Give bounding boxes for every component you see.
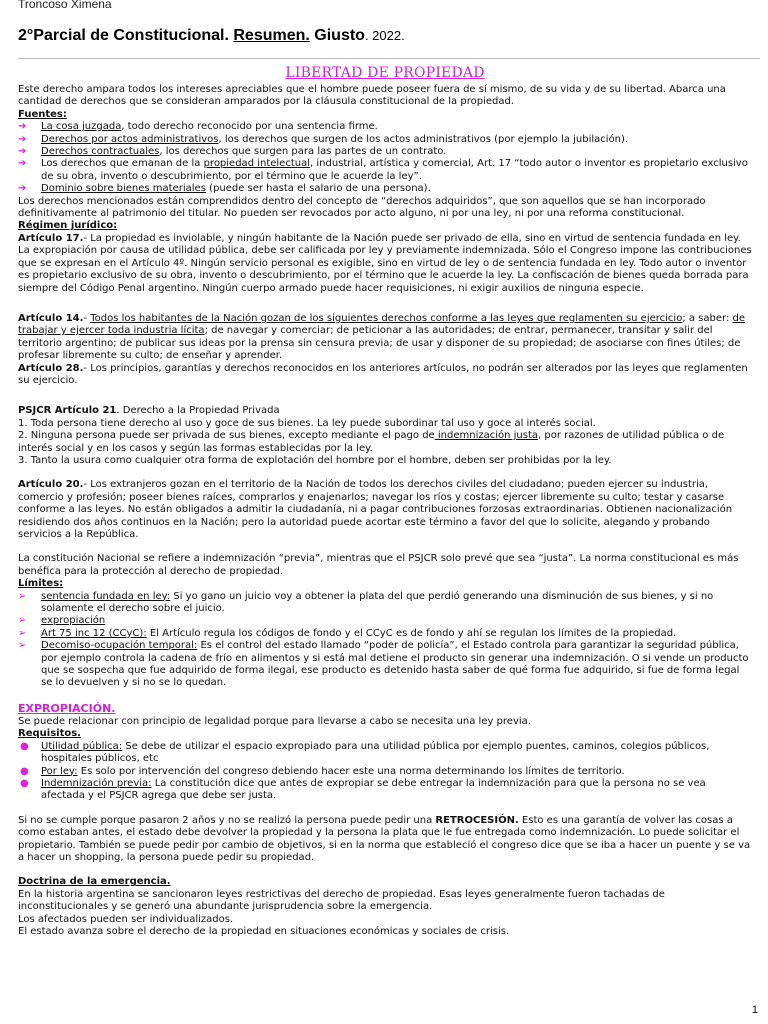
article-label: Artículo 14. xyxy=(18,312,84,324)
list-item xyxy=(18,628,752,640)
articulo-17 xyxy=(18,233,752,295)
psjcr-item-3: 3. Tanto la usura como cualquier otra forma de explotación del hombre por el hombre, deben ser prohibidas por la ley. xyxy=(18,454,612,466)
arrow-icon: ➔ xyxy=(18,183,27,195)
bullet-icon: ● xyxy=(20,765,29,777)
page-number: 1 xyxy=(751,1004,758,1016)
arrow-icon: ➔ xyxy=(18,158,27,170)
author-name: Troncoso Ximena xyxy=(18,0,112,11)
article-text: ; a saber: xyxy=(682,312,733,324)
limites-heading: Límites: xyxy=(18,578,64,590)
fuentes-list xyxy=(18,121,752,195)
psjcr-text: , por razones de utilidad pública o de interés social y en los casos y según las formas establecidas por la ley. xyxy=(18,430,725,454)
list-item xyxy=(18,134,752,146)
title-part-3: Giusto xyxy=(314,27,365,44)
limite-text: Es el control del estado llamado “poder de policía”, el Estado controla para garantizar la seguridad pública, por ejemplo controla la cadena de frío en alimentos y si está mal detiene el producto sin generar una indemnización. O si vende un producto que se sospecha que fue adquirido de forma ilegal, ese producto es detenido hasta saber de qué forma fue adquirido, si fue de forma legal se lo devuelven y si no se lo quedan. xyxy=(41,640,749,689)
limite-text: El Artículo regula los códigos de fondo y el CCyC es de fondo y ahí se regulan los límites de la propiedad. xyxy=(146,627,677,639)
psjcr-label: PSJCR Artículo 21 xyxy=(18,405,117,417)
fuente-term: Derechos contractuales xyxy=(41,146,160,158)
title-part-2: Resumen. xyxy=(233,27,310,44)
document-body xyxy=(18,64,752,938)
arrow-icon: ➔ xyxy=(18,146,27,158)
articulo-28 xyxy=(18,363,752,388)
header-divider xyxy=(18,58,760,59)
fuente-text: , los derechos que surgen para las partes de un contrato. xyxy=(159,146,447,158)
limite-text: Si yo gano un juicio voy a obtener la plata del que perdió generando una disminución de sus bienes, y si no solamente el derecho sobre el juicio. xyxy=(41,590,714,615)
list-item xyxy=(18,615,752,627)
derechos-adquiridos-paragraph: Los derechos mencionados están comprendidos dentro del concepto de “derechos adquiridos”, que son aquellos que se han incorporado definitivamente al patrimonio del titular. No pueden ser revocados por acto alguno, ni por una ley, ni por una reforma constitucional. xyxy=(18,195,706,220)
limites-list xyxy=(18,591,752,690)
list-item xyxy=(18,183,752,195)
fuente-term: Dominio sobre bienes materiales xyxy=(41,183,206,195)
article-label: Artículo 17. xyxy=(18,232,84,244)
requisito-text: Se debe de utilizar el espacio expropiado para una utilidad pública por ejemplo puentes, caminos, colegios públicos, hospitales públicos, etc xyxy=(41,740,710,765)
limite-term: sentencia fundada en ley: xyxy=(41,590,171,602)
retro-text: Si no se cumple porque pasaron 2 años y no se realizó la persona puede pedir una xyxy=(18,814,436,826)
document-title xyxy=(18,27,405,45)
list-item xyxy=(18,778,752,803)
psjcr-text: 2. Ninguna persona puede ser privada de sus bienes, excepto mediante el pago de xyxy=(18,430,435,442)
article-underlined: de trabajar y ejercer toda industria lícita xyxy=(18,312,746,337)
triangle-arrow-icon: ➢ xyxy=(18,640,27,652)
fuente-term: Derechos por actos administrativos xyxy=(41,133,219,145)
triangle-arrow-icon: ➢ xyxy=(18,627,27,639)
triangle-arrow-icon: ➢ xyxy=(18,590,27,602)
title-part-1: 2°Parcial de Constitucional. xyxy=(18,27,229,44)
arrow-icon: ➔ xyxy=(18,133,27,145)
article-label: Artículo 20. xyxy=(18,479,84,491)
expropiacion-intro: Se puede relacionar con principio de legalidad porque para llevarse a cabo se necesita una ley previa. xyxy=(18,715,531,727)
article-text: - Los principios, garantías y derechos reconocidos en los anteriores artículos, no podrán ser alterados por las leyes que reglamenten su ejercicio. xyxy=(18,362,748,386)
regimen-heading: Régimen jurídico: xyxy=(18,220,118,232)
articulo-20 xyxy=(18,479,752,541)
requisito-text: Es solo por intervención del congreso debiendo hacer este una norma determinando los límites de territorio. xyxy=(77,765,625,777)
triangle-arrow-icon: ➢ xyxy=(18,615,27,627)
list-item xyxy=(18,766,752,778)
article-text: ; de navegar y comerciar; de peticionar a las autoridades; de entrar, permanecer, transitar y salir del territorio argentino; de publicar sus ideas por la prensa sin censura previa; de usar y disponer de su propiedad; de asociarse con fines útiles; de profesar libremente su culto; de enseñar y aprender. xyxy=(18,325,741,362)
requisitos-list xyxy=(18,741,752,803)
doctrina-p3: El estado avanza sobre el derecho de la propiedad en situaciones económicas y sociales de crisis. xyxy=(18,925,510,937)
article-text: - La propiedad es inviolable, y ningún habitante de la Nación puede ser privado de ella, sino en virtud de sentencia fundada en ley. La expropiación por causa de utilidad pública, debe ser calificada por ley y previamente indemnizada. Sólo el Congreso impone las contribuciones que se expresan en el Artículo 4º. Ningún servicio personal es exigible, sino en virtud de ley o de sentencia fundada en ley. Todo autor o inventor es propietario exclusivo de su obra, invento o descubrimiento, por el término que le acuerde la ley. La confiscación de bienes queda borrada para siempre del Código Penal argentino. Ningún cuerpo armado puede hacer requisiciones, ni exigir auxilios de ninguna especie. xyxy=(18,232,752,294)
fuente-term: La cosa juzgada xyxy=(41,121,122,133)
requisitos-heading: Requisitos. xyxy=(18,728,81,740)
bullet-icon: ● xyxy=(20,740,29,752)
limite-term: Decomiso-ocupación temporal: xyxy=(41,640,198,652)
fuentes-heading: Fuentes: xyxy=(18,108,67,120)
fuente-text: (puede ser hasta el salario de una persona). xyxy=(205,183,431,195)
fuente-text: , industrial, artística y comercial, Art. 17 “todo autor o inventor es propietario exclusivo de su obra, invento o descubrimiento, por el término que le acuerde la ley”. xyxy=(41,158,748,182)
bullet-icon: ● xyxy=(20,777,29,789)
requisito-term: Utilidad pública: xyxy=(41,740,123,752)
list-item xyxy=(18,640,752,690)
list-item xyxy=(18,121,752,133)
article-label: Artículo 28. xyxy=(18,362,84,374)
requisito-term: Por ley: xyxy=(41,765,78,777)
articulo-14 xyxy=(18,313,752,363)
psjcr-item-1: 1. Toda persona tiene derecho al uso y goce de sus bienes. La ley puede subordinar tal uso y goce al interés social. xyxy=(18,417,596,429)
article-dash: - xyxy=(83,312,91,324)
limite-term: Art 75 inc 12 (CCyC): xyxy=(41,627,147,639)
psjcr-item-2 xyxy=(18,430,752,455)
list-item xyxy=(18,158,752,183)
requisito-term: Indemnización previa: xyxy=(41,777,152,789)
retrocesion-paragraph xyxy=(18,815,752,865)
previa-justa-paragraph: La constitución Nacional se refiere a indemnización “previa”, mientras que el PSJCR solo prevé que sea “justa”. La norma constitucional es más benéfica para la protección al derecho de propiedad. xyxy=(18,553,739,577)
requisito-text: La constitución dice que antes de expropiar se debe entregar la indemnización para que la persona no se vea afectada y el PSJCR agrega que debe ser justa. xyxy=(41,777,706,802)
title-year: . 2022. xyxy=(364,28,405,43)
list-item xyxy=(18,146,752,158)
fuente-text: , todo derecho reconocido por una sentencia firme. xyxy=(121,121,378,133)
limite-term: expropiación xyxy=(41,615,106,627)
list-item xyxy=(18,741,752,766)
doctrina-p2: Los afectados pueden ser individualizados. xyxy=(18,913,234,925)
arrow-icon: ➔ xyxy=(18,121,27,133)
fuente-term: propiedad intelectual xyxy=(203,158,310,170)
fuente-prefix: Los derechos que emanan de la xyxy=(41,158,204,170)
section-title-expropiacion: EXPROPIACIÓN. xyxy=(18,701,116,715)
article-underlined: Todos los habitantes de la Nación gozan de los siguientes derechos conforme a las leyes que reglamenten su ejercicio xyxy=(90,312,683,324)
article-text: - Los extranjeros gozan en el territorio de la Nación de todos los derechos civiles del ciudadano; pueden ejercer su industria, comercio y profesión; poseer bienes raíces, comprarlos y enajenarlos; navegar los ríos y costas; ejercer libremente su culto; testar y casarse conforme a las leyes. No están obligados a admitir la ciudadanía, ni a pagar contribuciones forzosas extraordinarias. Obtienen nacionalización residiendo dos años continuos en la Nación; pero la autoridad puede acortar este término a favor del que lo solicite, alegando y probando servicios a la República. xyxy=(18,479,733,540)
psjcr-underlined: indemnización justa xyxy=(434,430,539,442)
intro-paragraph: Este derecho ampara todos los intereses apreciables que el hombre puede poseer fuera de sí mismo, de su vida y de su libertad. Abarca una cantidad de derechos que se consideran amparados por la cláusula constitucional de la propiedad. xyxy=(18,84,726,108)
retro-text: Esto es una garantía de volver las cosas a como estaban antes, el estado debe devolver la propiedad y la persona la plata que le fue entregada como indemnización. Lo puede solicitar el propietario. También se puede pedir por cambio de objetivos, si en la norma que estableció el congreso dice que se iba a hacer un puente y se va a hacer un shopping, la persona puede pedir su propiedad. xyxy=(18,814,751,863)
fuente-text: , los derechos que surgen de los actos administrativos (por ejemplo la jubilación). xyxy=(218,133,629,145)
psjcr-heading xyxy=(18,405,752,417)
retro-term: RETROCESIÓN. xyxy=(435,814,519,826)
list-item xyxy=(18,591,752,616)
psjcr-title: . Derecho a la Propiedad Privada xyxy=(116,405,280,417)
section-title-libertad: LIBERTAD DE PROPIEDAD xyxy=(285,65,485,81)
doctrina-p1: En la historia argentina se sancionaron leyes restrictivas del derecho de propiedad. Esas leyes generalmente fueron tachadas de inconstitucionales y se generó una abundante jurisprudencia sobre la emergencia. xyxy=(18,888,665,913)
doctrina-heading: Doctrina de la emergencia. xyxy=(18,876,171,888)
